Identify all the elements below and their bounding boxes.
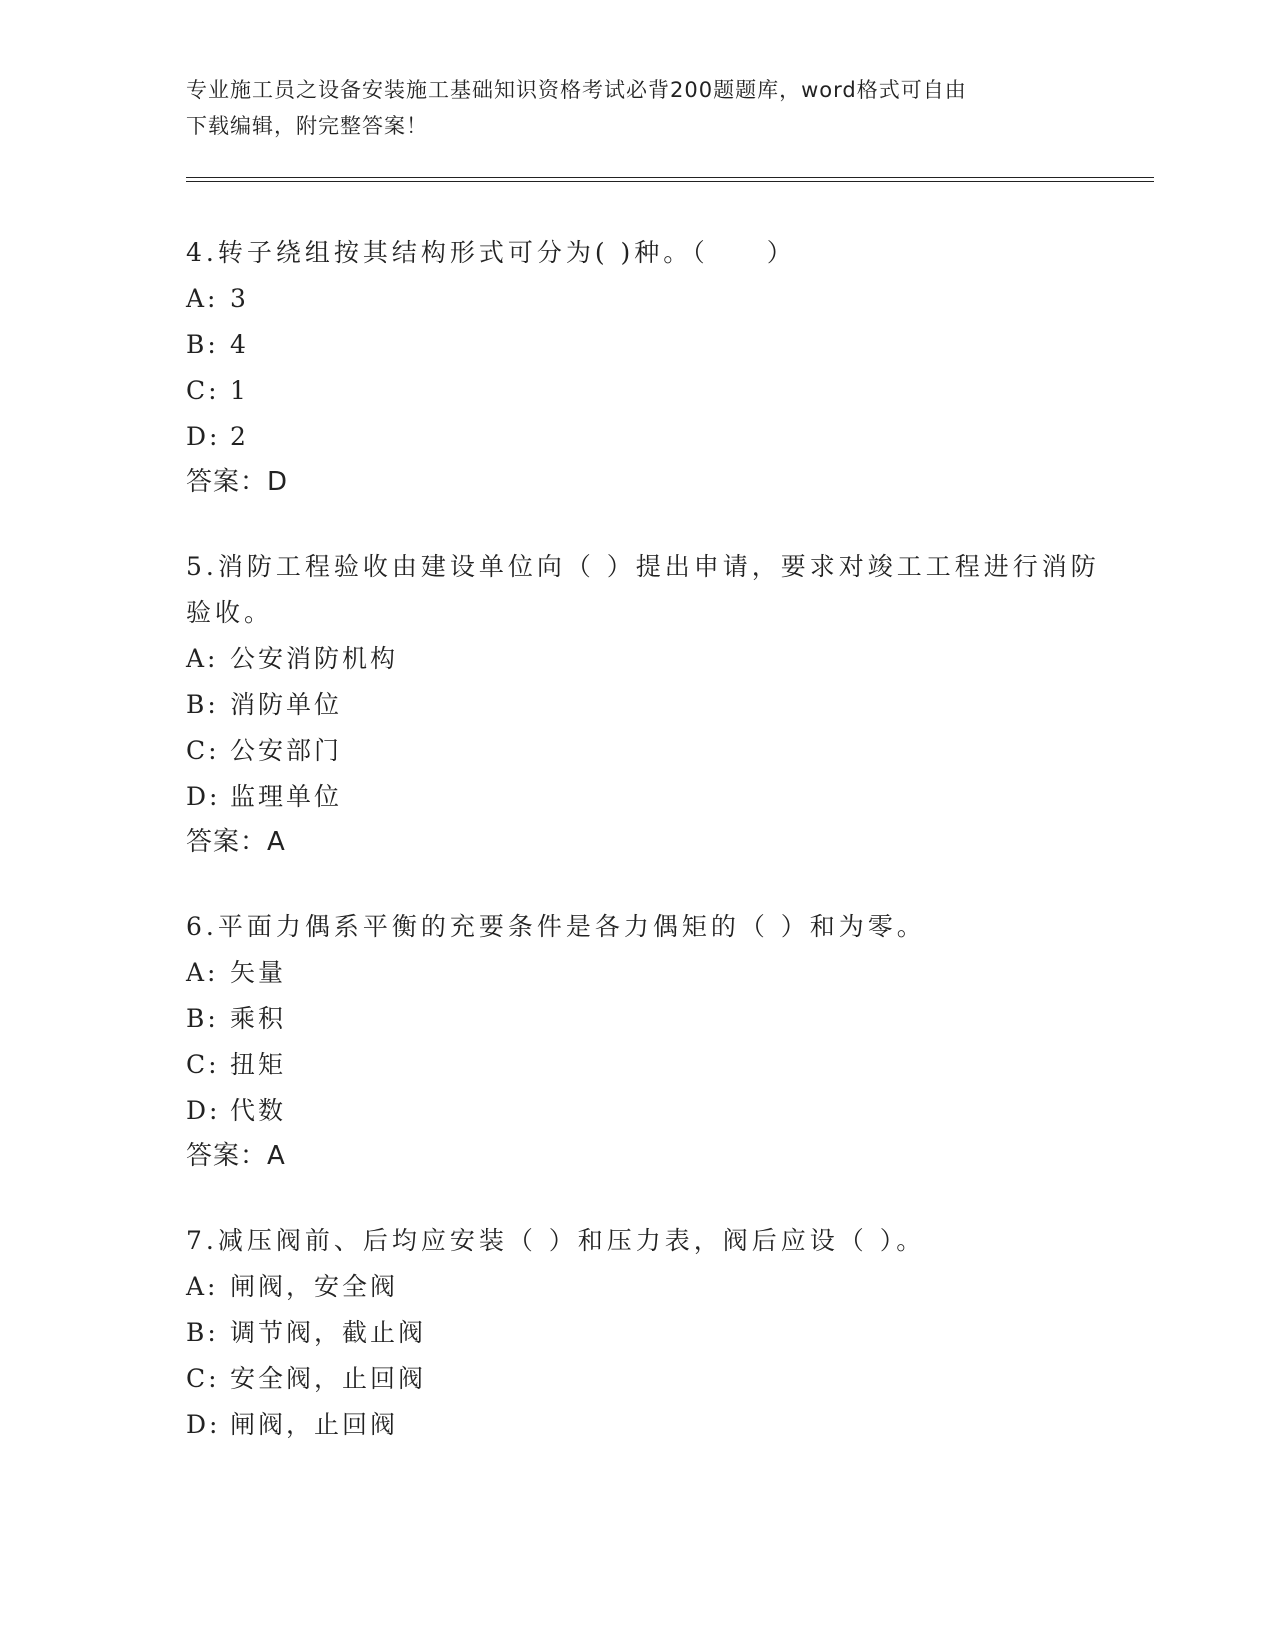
option-b bbox=[186, 996, 1106, 1042]
answer: 答案：D bbox=[186, 467, 289, 497]
option-letter: B: bbox=[186, 330, 219, 359]
option-c bbox=[186, 368, 1106, 414]
option-letter: B: bbox=[186, 1004, 219, 1033]
question-text: 4.转子绕组按其结构形式可分为( )种。（ ） bbox=[186, 238, 796, 267]
header-line-1: 专业施工员之设备安装施工基础知识资格考试必背200题题库，word格式可自由 bbox=[186, 78, 967, 102]
option-letter: A: bbox=[186, 1272, 219, 1301]
option-text: 公安部门 bbox=[230, 736, 343, 765]
option-a bbox=[186, 950, 1106, 996]
question-text: 7.减压阀前、后均应安装（ ）和压力表，阀后应设（ ）。 bbox=[186, 1226, 926, 1255]
option-text: 消防单位 bbox=[230, 690, 343, 719]
option-a bbox=[186, 1264, 1106, 1310]
option-text: 扭矩 bbox=[230, 1050, 287, 1079]
option-letter: C: bbox=[186, 736, 220, 765]
option-d bbox=[186, 1088, 1106, 1134]
option-text: 4 bbox=[230, 330, 249, 359]
option-letter: D: bbox=[186, 422, 221, 451]
option-text: 代数 bbox=[230, 1096, 287, 1125]
option-text: 公安消防机构 bbox=[230, 644, 399, 673]
question-5 bbox=[186, 544, 1106, 864]
question-7 bbox=[186, 1218, 1106, 1448]
option-letter: A: bbox=[186, 644, 219, 673]
option-text: 调节阀，截止阀 bbox=[230, 1318, 427, 1347]
question-4 bbox=[186, 230, 1106, 504]
option-text: 闸阀，止回阀 bbox=[230, 1410, 399, 1439]
option-d bbox=[186, 1402, 1106, 1448]
option-letter: D: bbox=[186, 1410, 221, 1439]
option-text: 3 bbox=[230, 284, 249, 313]
option-letter: B: bbox=[186, 1318, 219, 1347]
option-a bbox=[186, 276, 1106, 322]
option-text: 闸阀，安全阀 bbox=[230, 1272, 399, 1301]
option-letter: C: bbox=[186, 376, 220, 405]
option-a bbox=[186, 636, 1106, 682]
option-letter: B: bbox=[186, 690, 219, 719]
option-d bbox=[186, 414, 1106, 460]
answer: 答案：A bbox=[186, 827, 286, 857]
option-c bbox=[186, 1042, 1106, 1088]
question-list bbox=[186, 230, 1106, 1488]
option-text: 安全阀，止回阀 bbox=[230, 1364, 427, 1393]
document-header bbox=[186, 72, 1086, 144]
question-text: 5.消防工程验收由建设单位向（ ）提出申请，要求对竣工工程进行消防验收。 bbox=[186, 552, 1100, 627]
option-b bbox=[186, 682, 1106, 728]
option-letter: C: bbox=[186, 1364, 220, 1393]
option-b bbox=[186, 1310, 1106, 1356]
option-letter: D: bbox=[186, 1096, 221, 1125]
option-letter: A: bbox=[186, 958, 219, 987]
option-letter: D: bbox=[186, 782, 221, 811]
option-text: 2 bbox=[230, 422, 249, 451]
answer: 答案：A bbox=[186, 1141, 286, 1171]
option-d bbox=[186, 774, 1106, 820]
option-letter: C: bbox=[186, 1050, 220, 1079]
question-6 bbox=[186, 904, 1106, 1178]
option-c bbox=[186, 1356, 1106, 1402]
option-text: 1 bbox=[230, 376, 249, 405]
option-text: 监理单位 bbox=[230, 782, 343, 811]
header-line-2: 下载编辑，附完整答案！ bbox=[186, 114, 428, 138]
question-text: 6.平面力偶系平衡的充要条件是各力偶矩的（ ）和为零。 bbox=[186, 912, 926, 941]
header-divider-bottom bbox=[186, 181, 1154, 182]
option-text: 矢量 bbox=[230, 958, 287, 987]
option-c bbox=[186, 728, 1106, 774]
option-text: 乘积 bbox=[230, 1004, 287, 1033]
option-letter: A: bbox=[186, 284, 219, 313]
option-b bbox=[186, 322, 1106, 368]
header-divider-top bbox=[186, 177, 1154, 178]
